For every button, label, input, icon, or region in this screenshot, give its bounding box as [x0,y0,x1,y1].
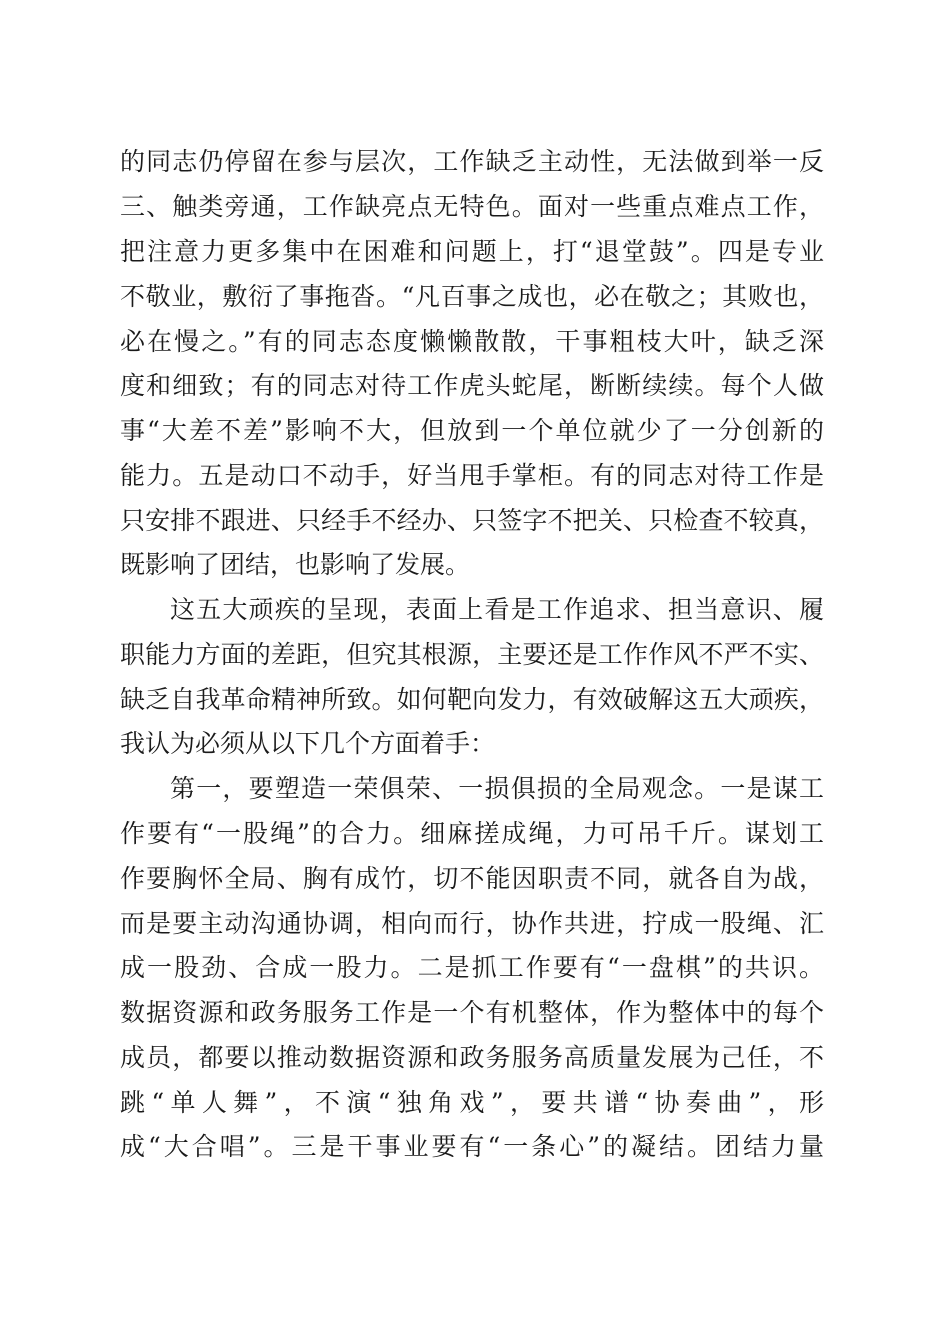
paragraph-3-line-3: 作要胸怀全局、胸有成竹，切不能因职责不同，就各自为战， [120,864,824,893]
paragraph-2-line-1: 这五大顽疾的呈现，表面上看是工作追求、担当意识、履 [170,595,824,624]
paragraph-3-line-6: 数据资源和政务服务工作是一个有机整体，作为整体中的每个 [120,998,824,1027]
paragraph-3-line-4: 而是要主动沟通协调，相向而行，协作共进，拧成一股绳、汇 [120,909,824,938]
text-line-2: 三、触类旁通，工作缺亮点无特色。面对一些重点难点工作， [120,192,824,221]
text-line-9: 只安排不跟进、只经手不经办、只签字不把关、只检查不较真， [120,506,824,535]
paragraph-3-line-9: 成“大合唱”。三是干事业要有“一条心”的凝结。团结力量 [120,1132,824,1161]
paragraph-3-line-1: 第一，要塑造一荣俱荣、一损俱损的全局观念。一是谋工 [170,774,824,803]
paragraph-3-line-8: 跳“单人舞”，不演“独角戏”，要共谱“协奏曲”，形 [120,1088,824,1117]
text-line-7: 事“大差不差”影响不大，但放到一个单位就少了一分创新的 [120,416,824,445]
paragraph-3-line-7: 成员，都要以推动数据资源和政务服务高质量发展为己任，不 [120,1043,824,1072]
text-line-8: 能力。五是动口不动手，好当甩手掌柜。有的同志对待工作是 [120,461,824,490]
text-line-3: 把注意力更多集中在困难和问题上，打“退堂鼓”。四是专业 [120,237,824,266]
text-line-4: 不敬业，敷衍了事拖沓。“凡百事之成也，必在敬之；其败也， [120,282,824,311]
text-line-5: 必在慢之。”有的同志态度懒懒散散，干事粗枝大叶，缺乏深 [120,327,824,356]
text-line-10: 既影响了团结，也影响了发展。 [120,550,471,579]
paragraph-2-line-3: 缺乏自我革命精神所致。如何靶向发力，有效破解这五大顽疾， [120,685,824,714]
text-line-1: 的同志仍停留在参与层次，工作缺乏主动性，无法做到举一反 [120,147,824,176]
paragraph-3-line-5: 成一股劲、合成一股力。二是抓工作要有“一盘棋”的共识。 [120,953,824,982]
paragraph-3-line-2: 作要有“一股绳”的合力。细麻搓成绳，力可吊千斤。谋划工 [120,819,824,848]
text-line-6: 度和细致；有的同志对待工作虎头蛇尾，断断续续。每个人做 [120,371,824,400]
paragraph-2-line-2: 职能力方面的差距，但究其根源，主要还是工作作风不严不实、 [120,640,824,669]
paragraph-2-line-4: 我认为必须从以下几个方面着手： [120,729,496,758]
